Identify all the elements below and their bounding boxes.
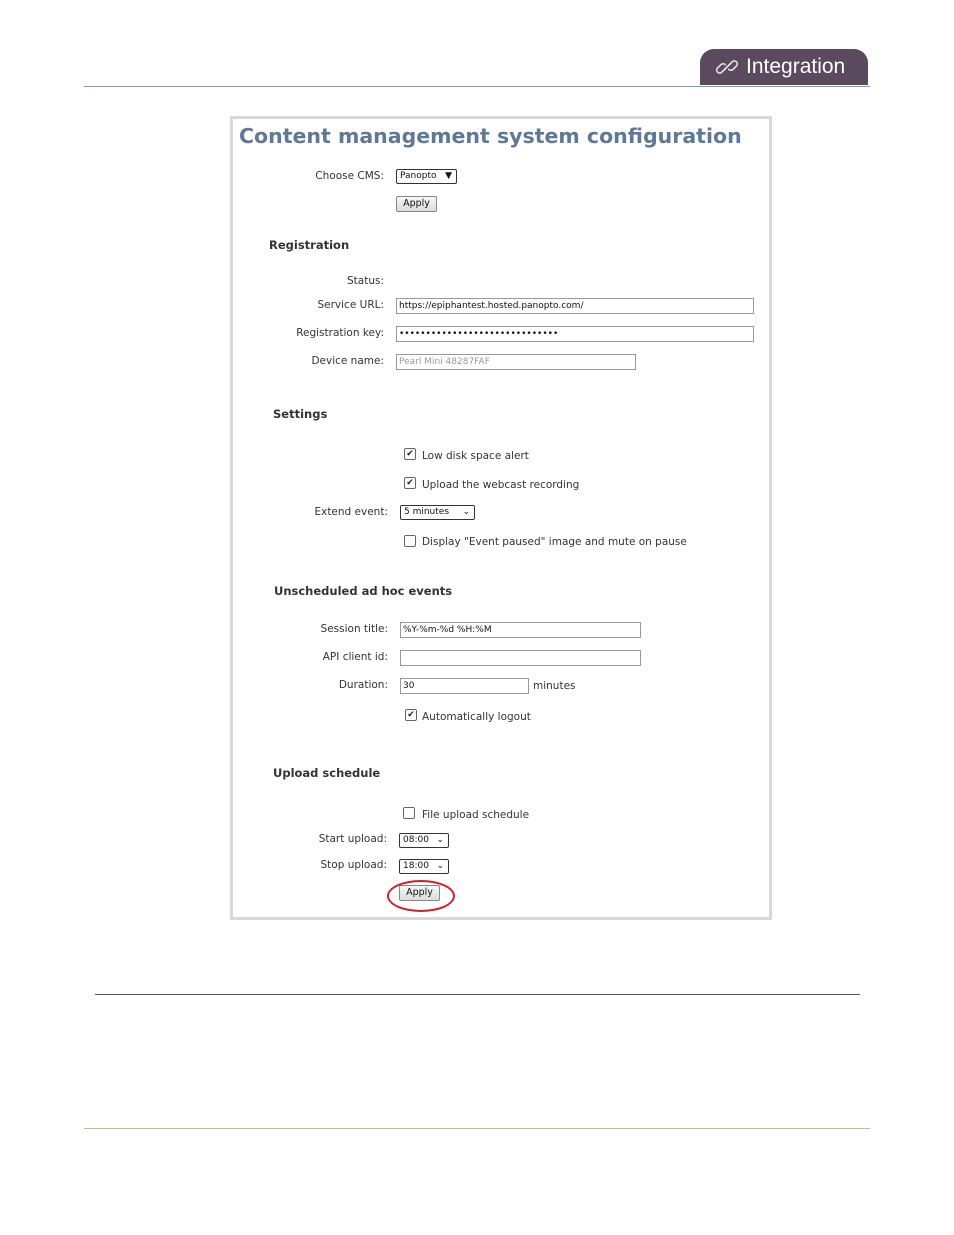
low-disk-label: Low disk space alert [422, 450, 529, 462]
start-upload-select[interactable] [399, 833, 449, 848]
stop-upload-value: 18:00 [403, 861, 429, 871]
session-title-input[interactable]: %Y-%m-%d %H:%M [400, 622, 641, 638]
cms-select-value: Panopto [400, 171, 437, 181]
stop-upload-label: Stop upload: [320, 859, 387, 871]
display-paused-checkbox[interactable] [404, 535, 416, 547]
header-rule [84, 86, 870, 87]
chevron-down-icon: ⌄ [462, 507, 470, 517]
session-title-label: Session title: [320, 623, 388, 635]
checkmark-icon: ✔ [407, 710, 415, 720]
upload-schedule-heading: Upload schedule [273, 766, 381, 780]
cms-select[interactable] [396, 169, 457, 184]
link-icon [714, 54, 740, 80]
registration-heading: Registration [269, 238, 350, 252]
low-disk-checkbox[interactable] [404, 448, 416, 460]
registration-key-label: Registration key: [296, 327, 384, 339]
display-paused-label: Display "Event paused" image and mute on pause [422, 536, 687, 548]
duration-input[interactable]: 30 [400, 678, 529, 694]
triangle-down-icon: ▼ [445, 171, 452, 181]
duration-unit: minutes [533, 680, 576, 692]
section-tab-label: Integration [746, 55, 846, 78]
chevron-down-icon: ⌄ [436, 861, 444, 871]
page-title: Content management system configuration [239, 124, 742, 148]
device-name-label: Device name: [311, 355, 384, 367]
extend-event-label: Extend event: [314, 506, 388, 518]
section-tab [700, 49, 868, 85]
choose-cms-label: Choose CMS: [315, 170, 384, 182]
stop-upload-select[interactable] [399, 859, 449, 874]
api-client-label: API client id: [322, 651, 388, 663]
highlight-circle [387, 880, 455, 912]
start-upload-value: 08:00 [403, 835, 429, 845]
checkmark-icon: ✔ [406, 478, 414, 488]
registration-key-input[interactable]: •••••••••••••••••••••••••••••• [396, 326, 754, 342]
upload-webcast-checkbox[interactable] [404, 477, 416, 489]
footer-rule [84, 1128, 870, 1129]
device-name-input[interactable]: Pearl Mini 48287FAF [396, 354, 636, 370]
duration-label: Duration: [338, 679, 388, 691]
service-url-label: Service URL: [317, 299, 384, 311]
extend-event-value: 5 minutes [404, 507, 450, 517]
divider-rule [95, 994, 860, 995]
auto-logout-label: Automatically logout [422, 711, 531, 723]
upload-apply-button[interactable]: Apply [399, 885, 440, 901]
status-label: Status: [347, 275, 384, 287]
file-upload-label: File upload schedule [422, 809, 530, 821]
auto-logout-checkbox[interactable] [405, 709, 417, 721]
start-upload-label: Start upload: [318, 833, 387, 845]
chevron-down-icon: ⌄ [436, 835, 444, 845]
api-client-input[interactable] [400, 650, 641, 666]
adhoc-heading: Unscheduled ad hoc events [274, 584, 453, 598]
extend-event-select[interactable] [400, 505, 475, 520]
upload-webcast-label: Upload the webcast recording [422, 479, 580, 491]
service-url-input[interactable]: https://epiphantest.hosted.panopto.com/ [396, 298, 754, 314]
checkmark-icon: ✔ [406, 449, 414, 459]
settings-heading: Settings [273, 407, 328, 421]
cms-apply-button[interactable]: Apply [396, 196, 437, 212]
screenshot-frame [230, 116, 772, 920]
file-upload-checkbox[interactable] [403, 807, 415, 819]
